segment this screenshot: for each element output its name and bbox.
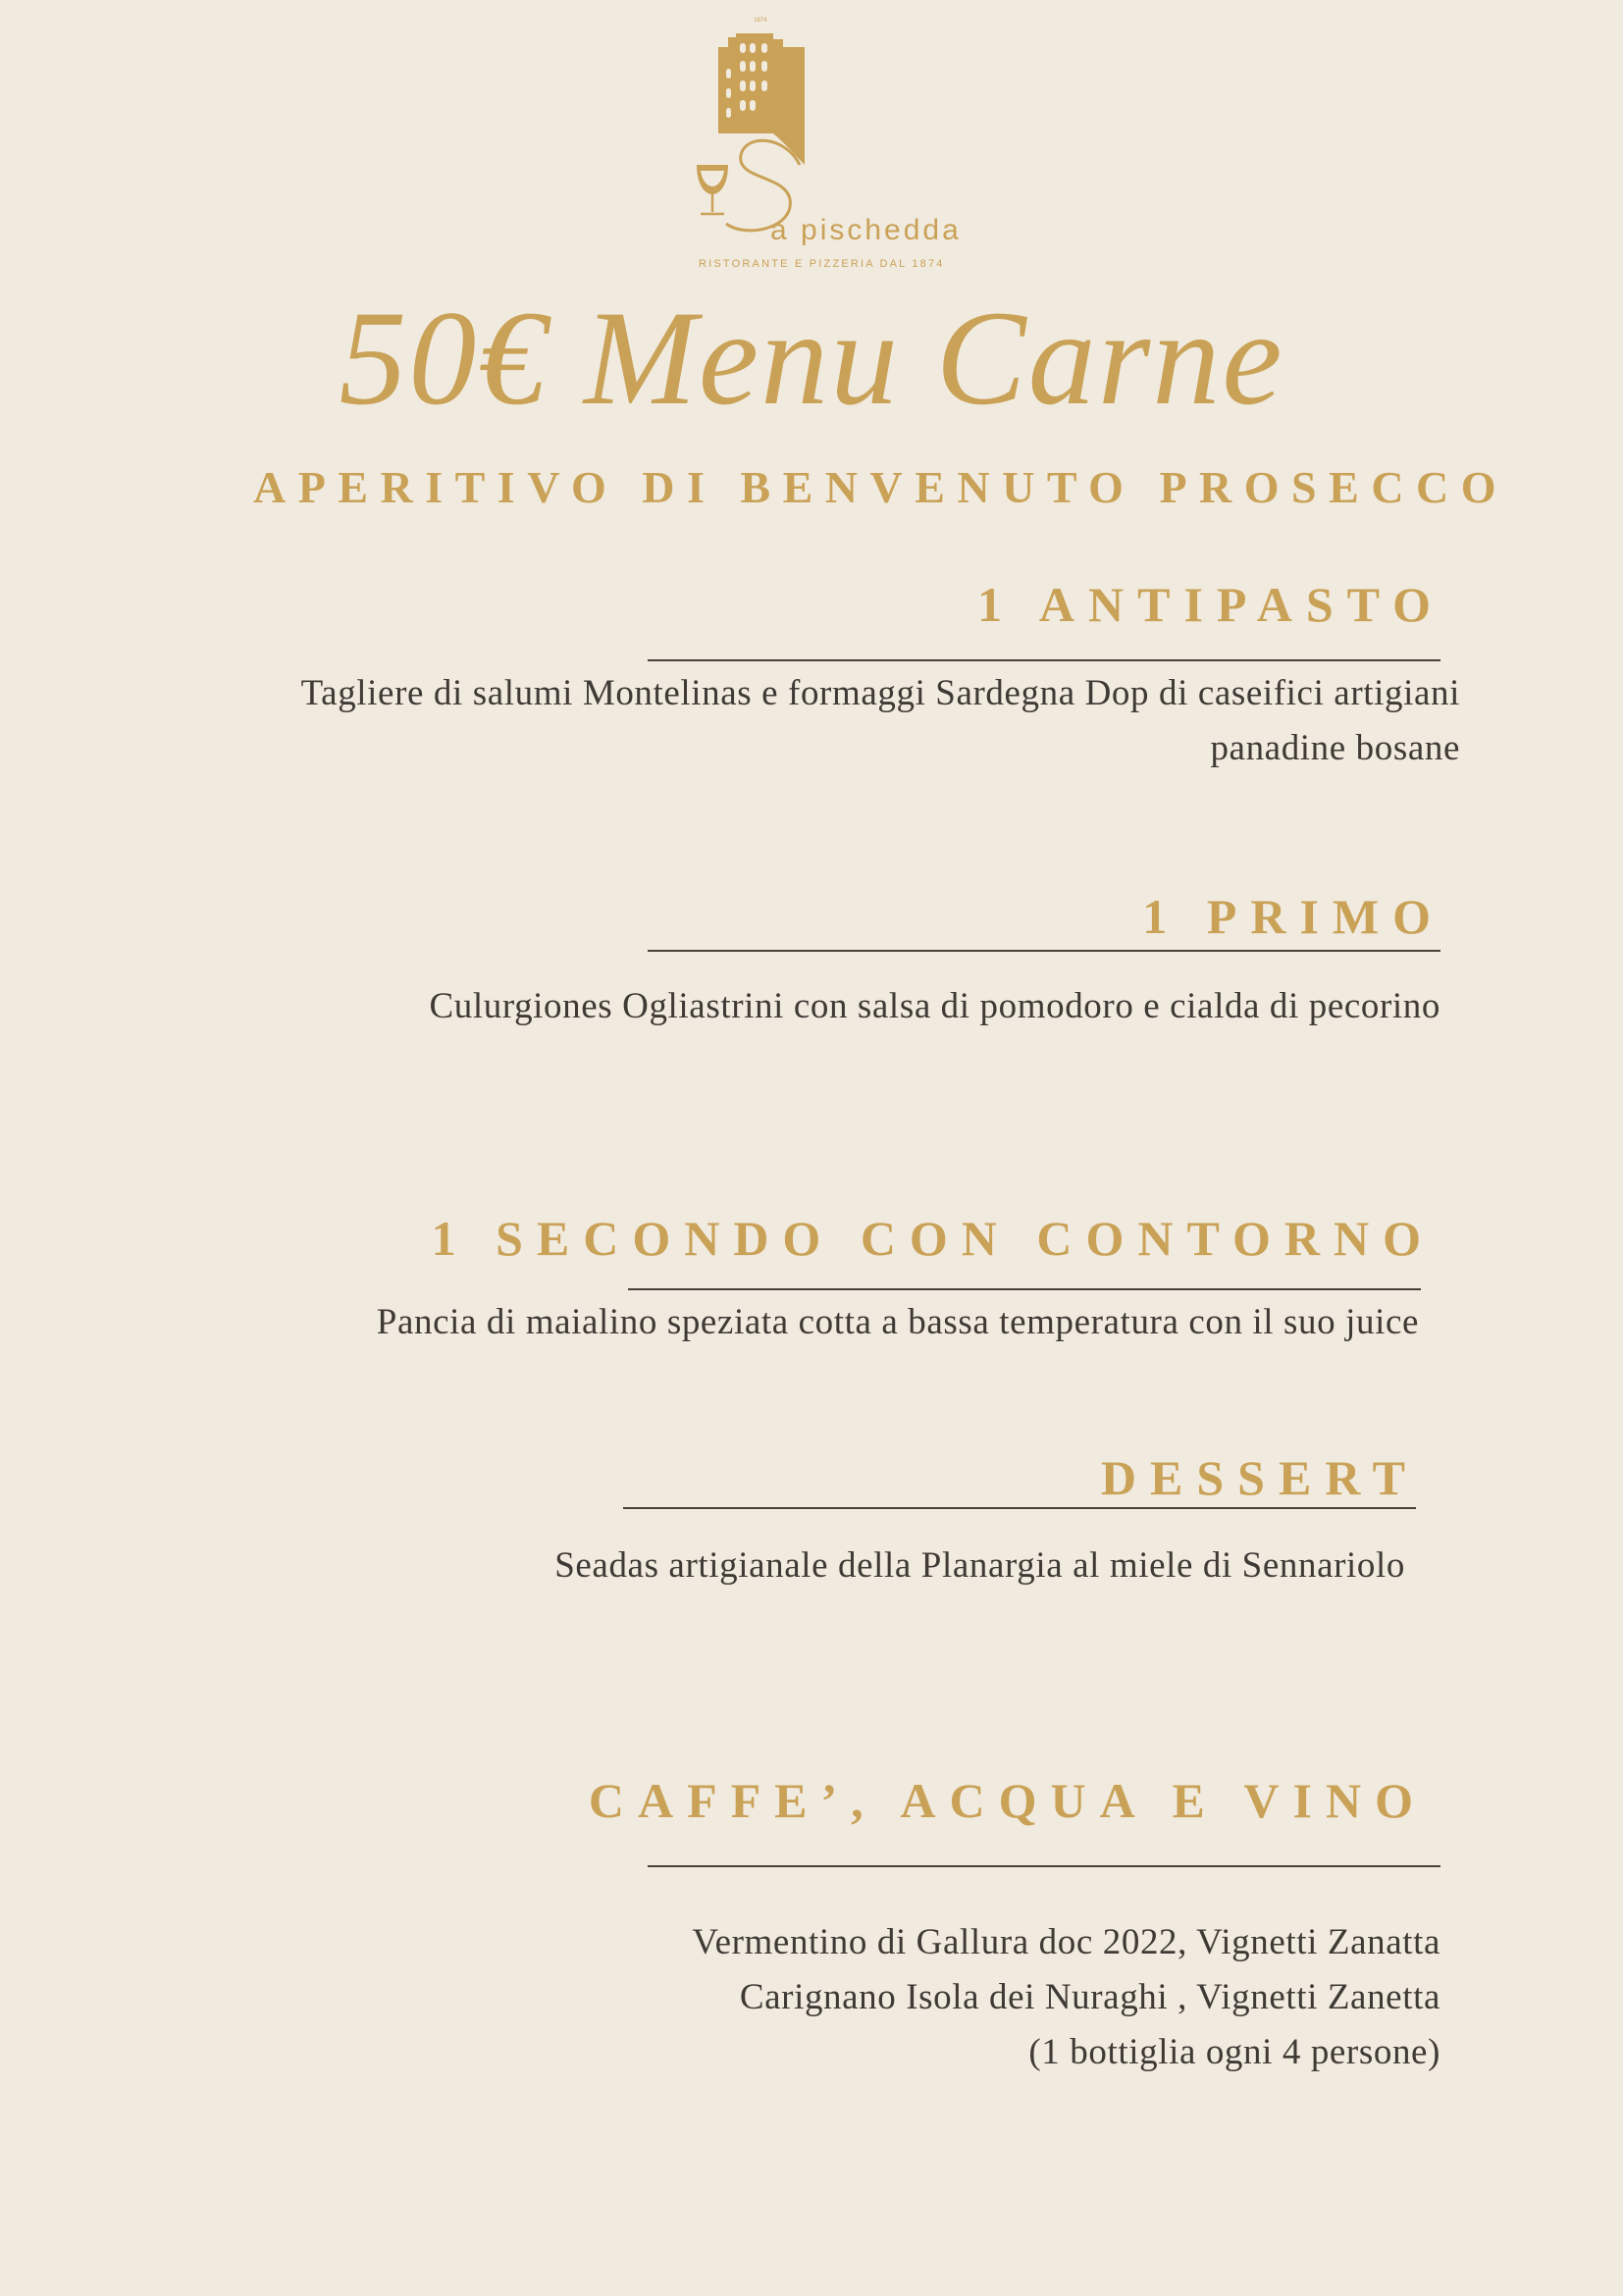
beverages-line-2: Carignano Isola dei Nuraghi , Vignetti Zanetta	[739, 1977, 1440, 2017]
dessert-line-1: Seadas artigianale della Planargia al miele di Sennariolo	[554, 1545, 1405, 1586]
beverages-divider	[648, 1865, 1440, 1867]
primo-heading: 1 PRIMO	[1142, 889, 1444, 944]
logo-established-year: 1874	[754, 18, 767, 24]
dessert-heading: DESSERT	[1100, 1450, 1419, 1505]
beverages-line-1: Vermentino di Gallura doc 2022, Vignetti Zanatta	[692, 1922, 1440, 1962]
beverages-line-3: (1 bottiglia ogni 4 persone)	[1028, 2032, 1440, 2072]
antipasto-divider	[648, 659, 1440, 661]
antipasto-line-2: panadine bosane	[1210, 728, 1460, 768]
secondo-heading: 1 SECONDO CON CONTORNO	[431, 1211, 1435, 1266]
secondo-line-1: Pancia di maialino speziata cotta a bassa temperatura con il suo juice	[376, 1302, 1419, 1342]
antipasto-line-1: Tagliere di salumi Montelinas e formaggi Sardegna Dop di caseifici artigiani	[300, 673, 1460, 713]
dessert-description	[554, 1539, 1405, 1593]
restaurant-logo	[687, 18, 1011, 273]
logo-name: a pischedda	[770, 214, 962, 246]
beverages-description	[692, 1915, 1440, 2080]
antipasto-description	[301, 666, 1460, 776]
secondo-description	[377, 1295, 1419, 1350]
primo-divider	[648, 950, 1440, 952]
primo-line-1: Culurgiones Ogliastrini con salsa di pomodoro e cialda di pecorino	[429, 986, 1440, 1026]
aperitivo-heading: APERITIVO DI BENVENUTO PROSECCO	[253, 462, 1509, 512]
dessert-divider	[623, 1507, 1416, 1509]
antipasto-heading: 1 ANTIPASTO	[977, 577, 1444, 632]
logo-tagline: RISTORANTE E PIZZERIA DAL 1874	[699, 258, 945, 270]
beverages-heading: CAFFE’, ACQUA E VINO	[588, 1773, 1427, 1828]
primo-description	[429, 979, 1440, 1034]
tower-glass-logo-icon	[687, 18, 844, 243]
secondo-divider	[628, 1288, 1421, 1290]
menu-title: 50€ Menu Carne	[339, 283, 1284, 433]
